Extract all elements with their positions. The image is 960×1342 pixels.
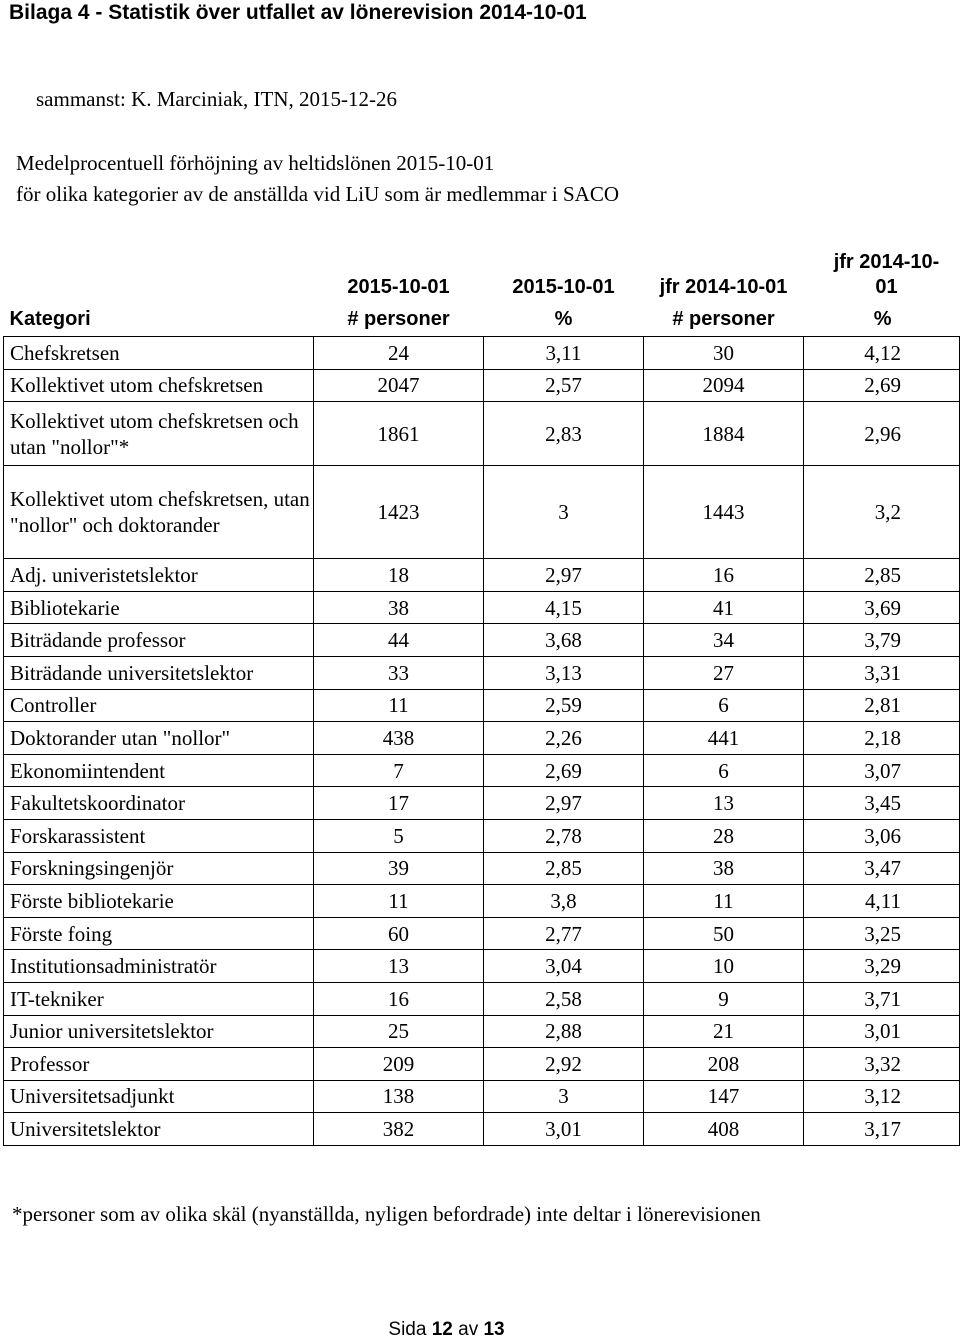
persons-2014-cell: 1443 <box>644 466 804 559</box>
category-cell: Universitetslektor <box>4 1113 314 1146</box>
percent-2014-cell: 3,69 <box>804 591 960 624</box>
category-cell: Bibliotekarie <box>4 591 314 624</box>
percent-2014-cell: 2,18 <box>804 722 960 755</box>
persons-2015-cell: 13 <box>314 950 484 983</box>
persons-2014-cell: 34 <box>644 624 804 657</box>
persons-2015-cell: 1861 <box>314 402 484 466</box>
percent-2015-cell: 2,78 <box>484 819 644 852</box>
percent-2015-cell: 2,88 <box>484 1015 644 1048</box>
percent-2015-cell: 2,83 <box>484 402 644 466</box>
percent-2015-cell: 4,15 <box>484 591 644 624</box>
header-row-dates <box>4 240 960 303</box>
persons-2015-cell: 11 <box>314 885 484 918</box>
percent-2014-cell: 4,12 <box>804 337 960 370</box>
category-cell: Controller <box>4 689 314 722</box>
persons-2015-cell: 33 <box>314 656 484 689</box>
percent-2015-cell: 2,92 <box>484 1048 644 1081</box>
category-cell: Ekonomiintendent <box>4 754 314 787</box>
table-row <box>4 722 960 755</box>
percent-2014-cell: 3,12 <box>804 1080 960 1113</box>
percent-2015-cell: 2,69 <box>484 754 644 787</box>
percent-2014-cell: 3,25 <box>804 917 960 950</box>
page-number-total: 13 <box>483 1319 505 1340</box>
persons-2014-cell: 38 <box>644 852 804 885</box>
subtitle-line-1: Medelprocentuell förhöjning av heltidslönen 2015-10-01 <box>16 151 495 175</box>
percent-2015-cell: 3,68 <box>484 624 644 657</box>
percent-2015-cell: 2,59 <box>484 689 644 722</box>
table-row <box>4 754 960 787</box>
percent-2015-cell: 2,97 <box>484 787 644 820</box>
persons-2014-cell: 50 <box>644 917 804 950</box>
persons-2015-cell: 44 <box>314 624 484 657</box>
table-row <box>4 337 960 370</box>
category-cell: Fakultetskoordinator <box>4 787 314 820</box>
category-cell: Kollektivet utom chefskretsen, utan "nollor" och doktorander <box>4 466 314 559</box>
table-row <box>4 1015 960 1048</box>
category-cell: Forskningsingenjör <box>4 852 314 885</box>
percent-2015-cell: 2,97 <box>484 559 644 592</box>
category-cell: Universitetsadjunkt <box>4 1080 314 1113</box>
percent-2015-cell: 3,13 <box>484 656 644 689</box>
percent-2014-cell: 2,85 <box>804 559 960 592</box>
persons-2014-cell: 9 <box>644 982 804 1015</box>
table-row <box>4 369 960 402</box>
persons-2014-cell: 13 <box>644 787 804 820</box>
persons-2015-cell: 18 <box>314 559 484 592</box>
persons-2015-cell: 16 <box>314 982 484 1015</box>
percent-2014-cell: 3,06 <box>804 819 960 852</box>
table-row <box>4 1080 960 1113</box>
percent-2015-cell: 2,58 <box>484 982 644 1015</box>
percent-2015-cell: 2,57 <box>484 369 644 402</box>
page-number-middle: av <box>452 1319 484 1340</box>
persons-2015-cell: 382 <box>314 1113 484 1146</box>
category-cell: Kollektivet utom chefskretsen <box>4 369 314 402</box>
percent-2014-cell: 2,81 <box>804 689 960 722</box>
persons-2014-cell: 30 <box>644 337 804 370</box>
percent-2015-cell: 3,01 <box>484 1113 644 1146</box>
header-row-columns <box>4 303 960 337</box>
persons-2014-cell: 28 <box>644 819 804 852</box>
table-row <box>4 852 960 885</box>
header-column-cell: # personer <box>314 303 484 337</box>
percent-2015-cell: 3,11 <box>484 337 644 370</box>
category-cell: Professor <box>4 1048 314 1081</box>
document-title: Bilaga 4 - Statistik över utfallet av lönerevision 2014-10-01 <box>9 1 587 24</box>
persons-2015-cell: 24 <box>314 337 484 370</box>
percent-2015-cell: 3,04 <box>484 950 644 983</box>
table-row <box>4 559 960 592</box>
subtitle-line-2: för olika kategorier av de anställda vid LiU som är medlemmar i SACO <box>16 182 620 206</box>
percent-2014-cell: 4,11 <box>804 885 960 918</box>
persons-2015-cell: 39 <box>314 852 484 885</box>
table-row <box>4 819 960 852</box>
persons-2014-cell: 441 <box>644 722 804 755</box>
persons-2015-cell: 38 <box>314 591 484 624</box>
persons-2014-cell: 408 <box>644 1113 804 1146</box>
percent-2015-cell: 3,8 <box>484 885 644 918</box>
percent-2014-cell: 3,17 <box>804 1113 960 1146</box>
table-row <box>4 982 960 1015</box>
persons-2014-cell: 6 <box>644 689 804 722</box>
percent-2014-cell: 2,96 <box>804 402 960 466</box>
persons-2015-cell: 138 <box>314 1080 484 1113</box>
table-body <box>4 337 960 1146</box>
persons-2014-cell: 27 <box>644 656 804 689</box>
percent-2014-cell: 3,71 <box>804 982 960 1015</box>
footnote: *personer som av olika skäl (nyanställda, nyligen befordrade) inte deltar i lönerevisionen <box>12 1202 761 1226</box>
category-cell: Institutionsadministratör <box>4 950 314 983</box>
table-subtitle <box>16 148 619 210</box>
category-cell: Förste bibliotekarie <box>4 885 314 918</box>
percent-2014-cell: 3,01 <box>804 1015 960 1048</box>
persons-2014-cell: 2094 <box>644 369 804 402</box>
category-cell: Biträdande professor <box>4 624 314 657</box>
page-number-prefix: Sida <box>388 1319 432 1340</box>
persons-2015-cell: 7 <box>314 754 484 787</box>
persons-2015-cell: 2047 <box>314 369 484 402</box>
table-row <box>4 1113 960 1146</box>
category-cell: Forskarassistent <box>4 819 314 852</box>
persons-2015-cell: 17 <box>314 787 484 820</box>
persons-2015-cell: 1423 <box>314 466 484 559</box>
compiled-by-line: sammanst: K. Marciniak, ITN, 2015-12-26 <box>36 87 398 111</box>
table-row <box>4 402 960 466</box>
percent-2015-cell: 2,77 <box>484 917 644 950</box>
persons-2015-cell: 25 <box>314 1015 484 1048</box>
persons-2014-cell: 11 <box>644 885 804 918</box>
percent-2014-cell: 3,79 <box>804 624 960 657</box>
header-date-cell: 2015-10-01 <box>512 276 615 298</box>
persons-2015-cell: 438 <box>314 722 484 755</box>
persons-2014-cell: 208 <box>644 1048 804 1081</box>
table-row <box>4 885 960 918</box>
percent-2015-cell: 3 <box>484 466 644 559</box>
table-row <box>4 689 960 722</box>
persons-2015-cell: 5 <box>314 819 484 852</box>
category-cell: IT-tekniker <box>4 982 314 1015</box>
table-row <box>4 624 960 657</box>
category-cell: Chefskretsen <box>4 337 314 370</box>
table-row <box>4 917 960 950</box>
persons-2014-cell: 21 <box>644 1015 804 1048</box>
page-number <box>0 1318 893 1342</box>
header-date-cell: jfr 2014-10-01 <box>833 251 940 298</box>
category-cell: Adj. univeristetslektor <box>4 559 314 592</box>
percent-2014-cell: 2,69 <box>804 369 960 402</box>
table-row <box>4 591 960 624</box>
percent-2014-cell: 3,32 <box>804 1048 960 1081</box>
persons-2014-cell: 10 <box>644 950 804 983</box>
persons-2015-cell: 11 <box>314 689 484 722</box>
header-date-cell: jfr 2014-10-01 <box>659 276 788 298</box>
table-row <box>4 950 960 983</box>
table-row <box>4 466 960 559</box>
persons-2014-cell: 41 <box>644 591 804 624</box>
persons-2015-cell: 60 <box>314 917 484 950</box>
percent-2015-cell: 3 <box>484 1080 644 1113</box>
header-column-cell: % <box>804 303 960 337</box>
header-column-cell: # personer <box>644 303 804 337</box>
page-number-current: 12 <box>431 1319 453 1340</box>
header-date-cell: 2015-10-01 <box>347 276 450 298</box>
category-cell: Junior universitetslektor <box>4 1015 314 1048</box>
category-cell: Biträdande universitetslektor <box>4 656 314 689</box>
percent-2015-cell: 2,26 <box>484 722 644 755</box>
table-row <box>4 1048 960 1081</box>
persons-2014-cell: 6 <box>644 754 804 787</box>
salary-statistics-table-container <box>3 240 959 1146</box>
header-column-cell: % <box>484 303 644 337</box>
category-cell: Kollektivet utom chefskretsen och utan "nollor"* <box>4 402 314 466</box>
header-date-cell <box>4 240 314 303</box>
table-row <box>4 787 960 820</box>
percent-2014-cell: 3,47 <box>804 852 960 885</box>
category-cell: Doktorander utan "nollor" <box>4 722 314 755</box>
persons-2014-cell: 147 <box>644 1080 804 1113</box>
persons-2014-cell: 16 <box>644 559 804 592</box>
persons-2015-cell: 209 <box>314 1048 484 1081</box>
category-cell: Förste foing <box>4 917 314 950</box>
percent-2014-cell: 3,29 <box>804 950 960 983</box>
persons-2014-cell: 1884 <box>644 402 804 466</box>
header-column-cell: Kategori <box>4 303 314 337</box>
percent-2014-cell: 3,07 <box>804 754 960 787</box>
percent-2014-cell: 3,2 <box>804 466 960 559</box>
percent-2014-cell: 3,31 <box>804 656 960 689</box>
percent-2015-cell: 2,85 <box>484 852 644 885</box>
table-row <box>4 656 960 689</box>
percent-2014-cell: 3,45 <box>804 787 960 820</box>
salary-statistics-table <box>3 240 960 1146</box>
